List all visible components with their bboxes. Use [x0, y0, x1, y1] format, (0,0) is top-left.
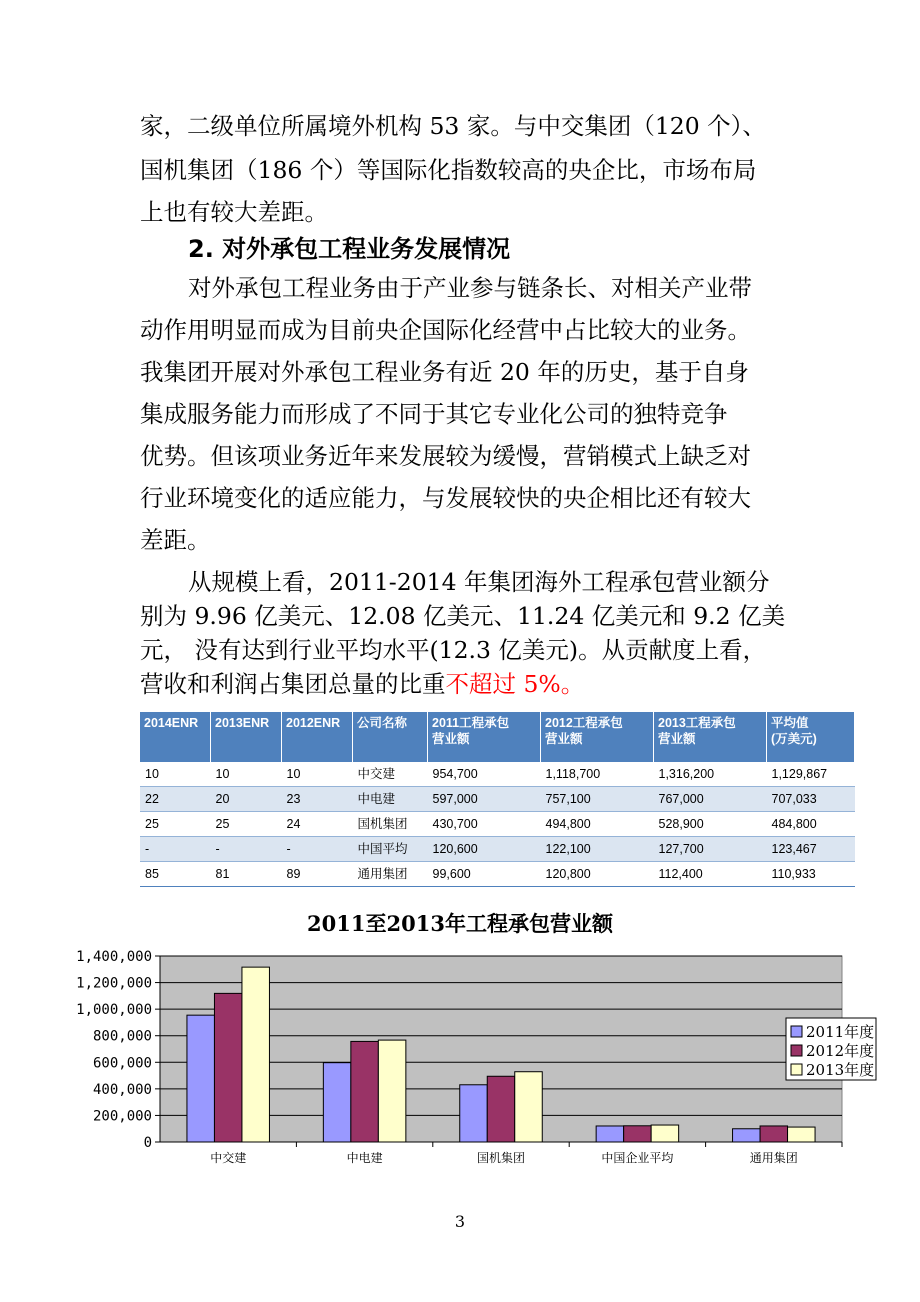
column-header: 2013工程承包 营业额 [654, 712, 767, 762]
table-cell: 24 [282, 812, 353, 837]
table-cell: 中电建 [353, 787, 428, 812]
paragraph-line: 优势。但该项业务近年来发展较为缓慢，营销模式上缺乏对 [140, 442, 751, 470]
x-tick-label: 中交建 [210, 1151, 247, 1165]
table-cell: 954,700 [428, 762, 541, 787]
paragraph-line: 集成服务能力而形成了不同于其它专业化公司的独特竞争 [140, 400, 728, 428]
bar [760, 1126, 788, 1142]
table-cell: 通用集团 [353, 862, 428, 887]
y-tick-label: 200,000 [92, 1108, 152, 1125]
column-header: 2012ENR [282, 712, 353, 762]
table-cell: 国机集团 [353, 812, 428, 837]
bar [487, 1076, 515, 1142]
bar [651, 1125, 679, 1142]
paragraph-line: 上也有较大差距。 [140, 198, 328, 226]
column-header: 公司名称 [353, 712, 428, 762]
table-row [140, 787, 855, 812]
table-row [140, 812, 855, 837]
bar [187, 1015, 215, 1142]
column-header: 2013ENR [211, 712, 282, 762]
paragraph-line: 差距。 [140, 526, 211, 554]
column-header: 平均值 (万美元) [767, 712, 855, 762]
column-header: 2012工程承包 营业额 [541, 712, 654, 762]
bar [378, 1040, 406, 1142]
paragraph-line: 元， 没有达到行业平均水平(12.3 亿美元)。从贡献度上看， [140, 636, 767, 664]
table-cell: 1,129,867 [767, 762, 855, 787]
table-cell: 10 [140, 762, 211, 787]
table-cell: 122,100 [541, 837, 654, 862]
y-tick-label: 400,000 [92, 1081, 152, 1098]
page-number: 3 [454, 1212, 466, 1231]
table-cell: 112,400 [654, 862, 767, 887]
paragraph-line: 从规模上看，2011-2014 年集团海外工程承包营业额分 [188, 568, 770, 596]
table-cell: 120,600 [428, 837, 541, 862]
y-tick-label: 1,400,000 [76, 949, 152, 965]
table-cell: 25 [140, 812, 211, 837]
table-cell: - [140, 837, 211, 862]
table-cell: 20 [211, 787, 282, 812]
table-cell: 22 [140, 787, 211, 812]
table-cell: 110,933 [767, 862, 855, 887]
column-header: 2014ENR [140, 712, 211, 762]
paragraph-line [140, 668, 584, 700]
paragraph-line: 我集团开展对外承包工程业务有近 20 年的历史，基于自身 [140, 358, 749, 386]
table-cell: 707,033 [767, 787, 855, 812]
bar-chart [60, 940, 880, 1180]
table-cell: 484,800 [767, 812, 855, 837]
table-cell: 528,900 [654, 812, 767, 837]
bar [733, 1129, 761, 1142]
table-cell: 10 [211, 762, 282, 787]
legend-label: 2012年度 [806, 1042, 875, 1060]
table-cell: 85 [140, 862, 211, 887]
paragraph-line: 动作用明显而成为目前央企国际化经营中占比较大的业务。 [140, 316, 751, 344]
highlighted-text: 不超过 5%。 [445, 670, 585, 698]
y-tick-label: 1,000,000 [76, 1002, 152, 1019]
table-cell: 767,000 [654, 787, 767, 812]
table-cell: 494,800 [541, 812, 654, 837]
table-cell: 123,467 [767, 837, 855, 862]
table-cell: 597,000 [428, 787, 541, 812]
table-cell: - [282, 837, 353, 862]
bar [624, 1126, 652, 1142]
table-row [140, 862, 855, 887]
table-cell: 中国平均 [353, 837, 428, 862]
table-cell: 89 [282, 862, 353, 887]
table-cell: 10 [282, 762, 353, 787]
bar [351, 1041, 379, 1142]
bar [242, 967, 270, 1142]
paragraph-line: 家，二级单位所属境外机构 53 家。与中交集团（120 个）、 [140, 112, 766, 140]
table-cell: 1,118,700 [541, 762, 654, 787]
bar [515, 1072, 543, 1142]
legend-swatch [791, 1026, 802, 1037]
text-run: 营收和利润占集团总量的比重 [140, 670, 446, 698]
y-tick-label: 600,000 [92, 1055, 152, 1072]
y-tick-label: 800,000 [92, 1028, 152, 1045]
x-tick-label: 国机集团 [476, 1151, 526, 1165]
x-tick-label: 通用集团 [749, 1151, 798, 1165]
table-cell: - [211, 837, 282, 862]
table-row [140, 837, 855, 862]
table-row [140, 762, 855, 787]
y-tick-label: 1,200,000 [76, 975, 152, 992]
y-tick-label: 0 [143, 1135, 152, 1151]
legend-label: 2011年度 [806, 1023, 875, 1041]
legend-label: 2013年度 [806, 1061, 875, 1079]
x-tick-label: 中国企业平均 [601, 1151, 674, 1165]
chart-title: 2011至2013年工程承包营业额 [307, 911, 613, 936]
legend-swatch [791, 1045, 802, 1056]
section-heading: 2. 对外承包工程业务发展情况 [188, 235, 511, 263]
table-cell: 中交建 [353, 762, 428, 787]
table-header-row [140, 712, 855, 762]
table-cell: 25 [211, 812, 282, 837]
bar [323, 1063, 351, 1142]
paragraph-line: 行业环境变化的适应能力，与发展较快的央企相比还有较大 [140, 484, 751, 512]
table-cell: 1,316,200 [654, 762, 767, 787]
table-cell: 23 [282, 787, 353, 812]
bar [214, 993, 242, 1142]
table-cell: 81 [211, 862, 282, 887]
table-cell: 127,700 [654, 837, 767, 862]
table-cell: 99,600 [428, 862, 541, 887]
paragraph-line: 对外承包工程业务由于产业参与链条长、对相关产业带 [188, 274, 752, 302]
paragraph-line: 别为 9.96 亿美元、12.08 亿美元、11.24 亿美元和 9.2 亿美 [140, 602, 786, 630]
bar [788, 1127, 816, 1142]
legend-swatch [791, 1064, 802, 1075]
table-cell: 120,800 [541, 862, 654, 887]
column-header: 2011工程承包 营业额 [428, 712, 541, 762]
bar [460, 1085, 488, 1142]
table-cell: 430,700 [428, 812, 541, 837]
data-table [140, 712, 855, 887]
table-cell: 757,100 [541, 787, 654, 812]
bar [596, 1126, 624, 1142]
paragraph-line: 国机集团（186 个）等国际化指数较高的央企比，市场布局 [140, 156, 757, 184]
x-tick-label: 中电建 [346, 1151, 383, 1165]
